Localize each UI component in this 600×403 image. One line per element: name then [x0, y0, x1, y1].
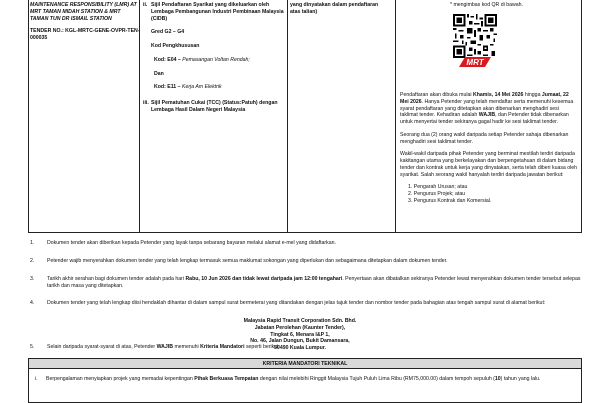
- deadline-date: Rabu, 10 Jun 2026 dan tidak lewat daripada jam 12:00 tengahari: [185, 276, 343, 282]
- table-divider: [395, 0, 396, 232]
- tender-title-cell: [30, 2, 140, 42]
- requirement-iii: [143, 100, 285, 114]
- reg-text-c: hingga: [523, 92, 542, 98]
- criteria-item-text: [46, 376, 540, 383]
- criteria-mandatory: WAJIB: [156, 344, 174, 350]
- briefing-cell: [400, 2, 578, 9]
- address-line: 50490 Kuala Lumpur.: [274, 345, 326, 351]
- criteria-text-a: Selain daripada syarat-syarat di atas, Petender: [47, 344, 157, 350]
- requirement-ii-num: ii.: [143, 2, 148, 8]
- tender-number: TENDER NO.: KGL-MRTC-GENE-OVPR-TEN-000035: [30, 28, 140, 41]
- note-text: Petender wajib menyerahkan dokumen tender yang telah lengkap termasuk semua maklumat sokongan yang diperlukan dan sebagaimana ditetapkan dalam dokumen tender.: [47, 258, 448, 264]
- qr-code-icon[interactable]: [453, 14, 497, 58]
- note-number: 1.: [30, 240, 35, 246]
- criteria-item-e: ) tahun yang lalu.: [500, 376, 541, 382]
- deadline-text-a: Tarikh akhir serahan bagi dokumen tender adalah pada hari: [47, 276, 186, 282]
- note-number: 2.: [30, 258, 35, 264]
- criteria-text-e: seperti berikut:: [244, 344, 280, 350]
- mrt-logo: [457, 56, 493, 71]
- mrt-logo-icon: [457, 56, 493, 68]
- requirement-ii: [143, 2, 285, 22]
- submission-address: [0, 318, 600, 352]
- table-divider: [287, 0, 288, 232]
- note-text: Dokumen tender yang telah lengkap diisi hendaklah dihantar di dalam sampul surat bermeterai yang ditandakan dengan jelas tajuk tender dan nombor tender pada bahagian atas tengah sampul surat di alamat berikut:: [47, 300, 546, 306]
- note-number: 5.: [30, 344, 35, 350]
- reg-text-a: Pendaftaran akan dibuka mulai: [400, 92, 473, 98]
- representatives-count: Seorang dua (2) orang wakil daripada setiap Petender sahaja dibenarkan menghadiri sesi taklimat tender.: [400, 131, 569, 145]
- requirement-iii-text: Sijil Pematuhan Cukai (TCC) (Status:Patuh) dengan Lembaga Hasil Dalam Negeri Malaysia: [151, 100, 278, 113]
- tender-title: MAINTENANCE RESPONSIBILITY (LMR) AT MRT TAMAN MIDAH STATION & MRT TAMAN TUN DR ISMAIL STATION: [30, 2, 137, 22]
- code-e04-desc: Pemasangan Voltan Rendah;: [182, 56, 250, 63]
- criteria-item-a: Berpengalaman menyiapkan projek yang memadai kepentingan: [46, 376, 195, 382]
- criteria-authority: Pihak Berkuasa Tempatan: [194, 376, 259, 382]
- note-text: Dokumen tender akan diberikan kepada Petender yang layak tanpa sebarang bayaran melalui alamat e-mel yang didaftarkan.: [47, 240, 336, 246]
- criteria-item-num: i.: [35, 376, 38, 382]
- requirement-ii-text: Sijil Pendaftaran Syarikat yang dikeluarkan oleh Lembaga Pembangunan Industri Pembinaan Malaysia (CIDB): [151, 2, 284, 22]
- criteria-years: 10: [494, 376, 501, 382]
- reg-text-e: . Hanya Petender yang telah mendaftar serta memenuhi kesemua syarat pendaftaran yang ditetapkan akan dibenarkan menghadiri sesi taklimat tender. Kehadiran adalah: [400, 98, 574, 119]
- positions-list: [400, 184, 578, 204]
- code-e11-label: Kod: E11 –: [154, 84, 181, 91]
- list-item: 2. Pengurus Projek; atau: [408, 191, 466, 197]
- criteria-name: Kriteria Mandatori: [200, 344, 245, 350]
- address-line: Malaysia Rapid Transit Corporation Sdn. Bhd.: [243, 318, 357, 324]
- criteria-text-c: memenuhi: [173, 344, 201, 350]
- requirement-iii-num: iii.: [143, 100, 149, 106]
- code-e04: [154, 57, 285, 64]
- mandatory-criteria-table: [28, 358, 582, 403]
- briefing-details: [400, 92, 578, 205]
- criteria-item-c: dengan nilai melebihi Ringgit Malaysia Tujuh Puluh Lima Ribu (RM75,000.00) dalam tempoh sepuluh (: [258, 376, 495, 382]
- deadline-text-c: . Penyertaan akan dibatalkan sekiranya Petender lewat menyerahkan dokumen tender tersebut selepas tarikh dan masa yang ditetapkan.: [47, 276, 581, 289]
- code-e11-desc: Kerja Am Elektrik: [181, 84, 222, 91]
- specialisation-heading: Kod Pengkhususan: [151, 43, 200, 49]
- reg-end-date: Jumaat, 22 Mei 2026: [400, 92, 569, 105]
- scan-qr-text: * mengimbas kod QR di bawah.: [450, 2, 523, 8]
- list-item: 1. Pengarah Urusan; atau: [408, 184, 468, 191]
- list-item: 3. Pengurus Kontrak dan Komersial.: [408, 197, 492, 204]
- note-number: 3.: [30, 276, 35, 282]
- representatives-requirements: Wakil-wakil daripada pihak Petender yang berminat mestilah terdiri daripada kakitangan utama yang berkelayakan dan berpengetahuan di dalam bidang tender dan kontrak untuk kerja yang dinyatakan, serta telah diberi kuasa oleh syarikat. Salah seorang wakil hanyalah terdiri daripada jawatan berikut:: [400, 151, 578, 178]
- requirements-cell: [143, 2, 285, 114]
- address-line: Tingkat 6, Menara I&P 1,: [270, 331, 330, 338]
- registration-note-cell: [290, 2, 390, 16]
- grade-text: Gred G2 – G4: [151, 29, 185, 36]
- mrt-logo-text: MRT: [466, 58, 484, 67]
- reg-mandatory: WAJIB: [478, 112, 496, 119]
- registration-period: [400, 92, 578, 126]
- registration-note: yang dinyatakan dalam pendaftaran atas talian): [290, 2, 379, 15]
- note-number: 4.: [30, 300, 35, 306]
- and-text: Dan: [154, 70, 164, 77]
- address-line: No. 46, Jalan Dungun, Bukit Damansara,: [250, 338, 350, 345]
- criteria-item: [29, 369, 581, 383]
- reg-text-g: , dan Petender tidak dibenarkan untuk menyertai tender sekiranya gagal hadir ke sesi taklimat tender.: [400, 112, 569, 125]
- code-e11: [154, 84, 285, 91]
- reg-start-date: Khamis, 14 Mei 2026: [472, 92, 524, 98]
- code-e04-label: Kod: E04 –: [154, 56, 181, 63]
- mandatory-criteria-header: KRITERIA MANDATORI TEKNIKAL: [29, 359, 581, 369]
- note-text: [47, 276, 587, 290]
- address-line: Jabatan Perolehan (Kaunter Tender),: [254, 324, 346, 331]
